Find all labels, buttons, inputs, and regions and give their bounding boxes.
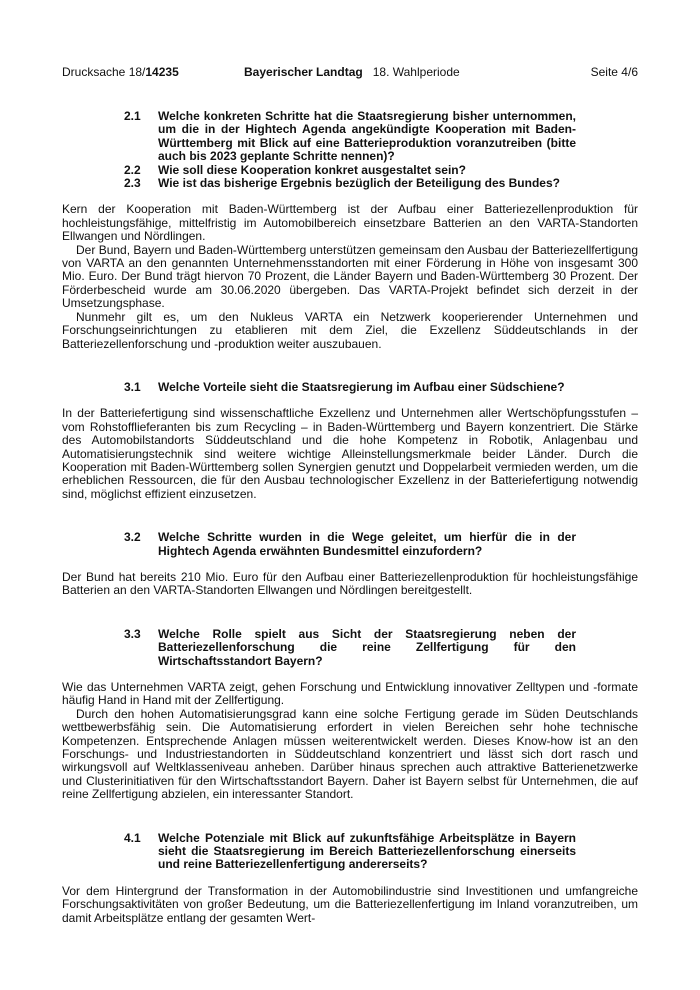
question	[124, 628, 576, 668]
answer-paragraph: Kern der Kooperation mit Baden-Württemberg ist der Aufbau einer Batteriezellenproduktion für hochleistungsfähige, mittelfristig im Automobilbereich einsetzbare Batterien an den VARTA-Standorten Ellwangen und Nördlingen.	[62, 202, 638, 244]
answer-paragraph: Wie das Unternehmen VARTA zeigt, gehen Forschung und Entwicklung innovativer Zelltypen und -formate häufig Hand in Hand mit der Zellfertigung.	[62, 680, 638, 708]
question-number: 2.2	[124, 162, 141, 177]
answer-paragraph: Der Bund hat bereits 210 Mio. Euro für den Aufbau einer Batteriezellenproduktion für hochleistungsfähige Batterien an den VARTA-Standorten Ellwangen und Nördlingen bereitgestellt.	[62, 569, 638, 598]
question-text: Wie ist das bisherige Ergebnis bezüglich der Beteiligung des Bundes?	[158, 176, 560, 191]
answer-block	[62, 571, 638, 598]
question	[124, 177, 576, 190]
section	[62, 626, 638, 832]
question	[124, 531, 576, 558]
question-text: Welche konkreten Schritte hat die Staatsregierung bisher unternommen, um die in der Hightech Agenda angekündigte Kooperation mit Baden-Württemberg mit Blick auf eine Batterieproduktion voranzutreiben (bitte auch bis 2023 geplante Schritte nennen)?	[158, 109, 576, 164]
question-number: 3.1	[124, 379, 141, 394]
question-text: Welche Vorteile sieht die Staatsregierung im Aufbau einer Südschiene?	[158, 379, 565, 394]
question-text: Wie soll diese Kooperation konkret ausgestaltet sein?	[158, 162, 466, 177]
question-text: Welche Schritte wurden in die Wege geleitet, um hierfür die in der Hightech Agenda erwähnten Bundesmittel einzufordern?	[158, 530, 576, 558]
page-header	[62, 64, 638, 80]
question-number: 3.2	[124, 530, 141, 545]
page-number: Seite 4/6	[590, 65, 638, 79]
question-number: 4.1	[124, 830, 141, 845]
answer-paragraph: Vor dem Hintergrund der Transformation in der Automobilindustrie sind Investitionen und umfangreiche Forschungsaktivitäten von großer Bedeutung, um die Batteriezellenfertigung im Inland voranzutreiben, um damit Arbeitsplätze entlang der gesamten Wert-	[62, 883, 638, 925]
document-body	[62, 109, 638, 925]
section	[62, 530, 638, 628]
answer-paragraph: Durch den hohen Automatisierungsgrad kann eine solche Fertigung gerade im Süden Deutschlands wettbewerbsfähig sein. Die Automatisierung erfordert in vielen Bereichen sehr hohe technische Kompetenzen. Entsprechende Anlagen müssen weiterentwickelt werden. Dieses Know-how ist an den Forschungs- und Industriestandorten in Süddeutschland konzentriert und lässt sich dort rasch und wirkungsvoll auf Weltklasseniveau anheben. Darüber hinaus sprechen auch attraktive Batterienetzwerke und Clusterinitiativen für den Wirtschaftsstandort Bayern. Daher ist Bayern selbst für Unternehmen, die auf reine Zellfertigung abzielen, ein interessanter Standort.	[62, 706, 638, 802]
answer-block	[62, 885, 638, 925]
section	[62, 109, 638, 381]
answer-block	[62, 681, 638, 802]
question-block	[124, 381, 576, 394]
question	[124, 832, 576, 872]
question-number: 3.3	[124, 626, 141, 641]
answer-paragraph: Der Bund, Bayern und Baden-Württemberg unterstützen gemeinsam den Ausbau der Batteriezellfertigung von VARTA an den genannten Unternehmensstandorten mit einer Förderung in Höhe von insgesamt 300 Mio. Euro. Der Bund trägt hiervon 70 Prozent, die Länder Bayern und Baden-Württemberg 30 Prozent. Der Förderbescheid wurde am 30.06.2020 übergeben. Das VARTA-Projekt befindet sich derzeit in der Umsetzungsphase.	[62, 242, 638, 311]
question-text: Welche Potenziale mit Blick auf zukunftsfähige Arbeitsplätze in Bayern sieht die Staatsregierung im Bereich Batteriezellenforschung einerseits und reine Batteriezellenfertigung andererseits?	[158, 830, 576, 872]
answer-block	[62, 407, 638, 501]
question-block	[124, 628, 576, 668]
question-number: 2.3	[124, 176, 141, 191]
parliament-title: Bayerischer Landtag 18. Wahlperiode	[244, 65, 460, 79]
question-block	[124, 832, 576, 872]
section	[62, 379, 638, 531]
document-number: Drucksache 18/14235	[62, 65, 179, 79]
question-block	[124, 531, 576, 558]
question-text: Welche Rolle spielt aus Sicht der Staatsregierung neben der Batteriezellenforschung die reine Zellfertigung für den Wirtschaftsstandort Bayern?	[158, 626, 576, 668]
question-block	[124, 110, 576, 190]
answer-paragraph: In der Batteriefertigung sind wissenschaftliche Exzellenz und Unternehmen aller Wertschöpfungsstufen – vom Rohstofflieferanten bis zum Recycling – in Baden-Württemberg und Bayern konzentriert. Die Stärke des Automobilstandorts Süddeutschland und die hohe Kompetenz in Robotik, Anlagenbau und Automatisierungstechnik sind weitere wichtige Alleinstellungsmerkmale beider Länder. Durch die Kooperation mit Baden-Württemberg sollen Synergien genutzt und Doppelarbeit vermieden werden, um die erheblichen Ressourcen, die für den Ausbau technologischer Exzellenz in der Batteriefertigung notwendig sind, möglichst effizient einzusetzen.	[62, 406, 638, 501]
question	[124, 381, 576, 394]
section	[62, 830, 638, 925]
answer-block	[62, 203, 638, 350]
question	[124, 110, 576, 164]
answer-paragraph: Nunmehr gilt es, um den Nukleus VARTA ein Netzwerk kooperierender Unternehmen und Forschungseinrichtungen zu etablieren mit dem Ziel, die Exzellenz Süddeutschlands in der Batteriezellenforschung und -produktion weiter auszubauen.	[62, 309, 638, 351]
question-number: 2.1	[124, 109, 141, 123]
question	[124, 164, 576, 177]
